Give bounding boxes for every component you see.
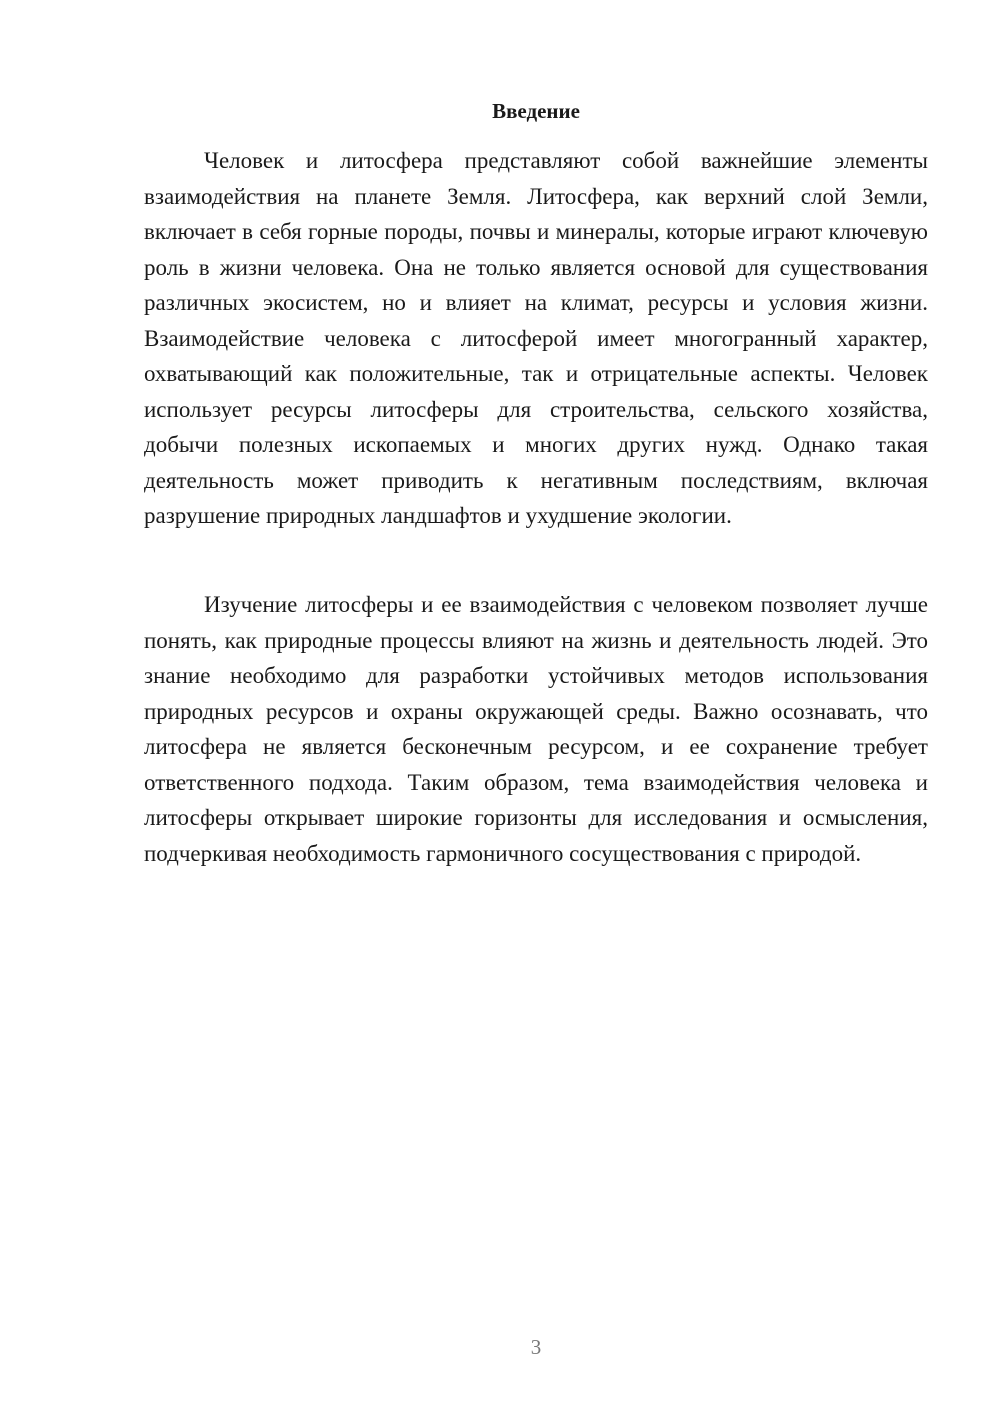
paragraph-introduction-1: Человек и литосфера представляют собой важнейшие элементы взаимодействия на планете Земля. Литосфера, как верхний слой Земли, включает в себя горные породы, почвы и минералы, которые играют ключевую роль в жизни человека. Она не только является основой для существования различных экосистем, но и влияет на климат, ресурсы и условия жизни. Взаимодействие человека с литосферой имеет многогранный характер, охватывающий как положительные, так и отрицательные аспекты. Человек использует ресурсы литосферы для строительства, сельского хозяйства, добычи полезных ископаемых и многих других нужд. Однако такая деятельность может приводить к негативным последствиям, включая разрушение природных ландшафтов и ухудшение экологии. <box>144 148 928 528</box>
paragraph-introduction-2: Изучение литосферы и ее взаимодействия с человеком позволяет лучше понять, как природные процессы влияют на жизнь и деятельность людей. Это знание необходимо для разработки устойчивых методов использования природных ресурсов и охраны окружающей среды. Важно осознавать, что литосфера не является бесконечным ресурсом, и ее сохранение требует ответственного подхода. Таким образом, тема взаимодействия человека и литосферы открывает широкие горизонты для исследования и осмысления, подчеркивая необходимость гармоничного сосуществования с природой. <box>144 592 928 866</box>
page-number: 3 <box>530 1335 542 1359</box>
page-title: Введение <box>492 99 580 123</box>
